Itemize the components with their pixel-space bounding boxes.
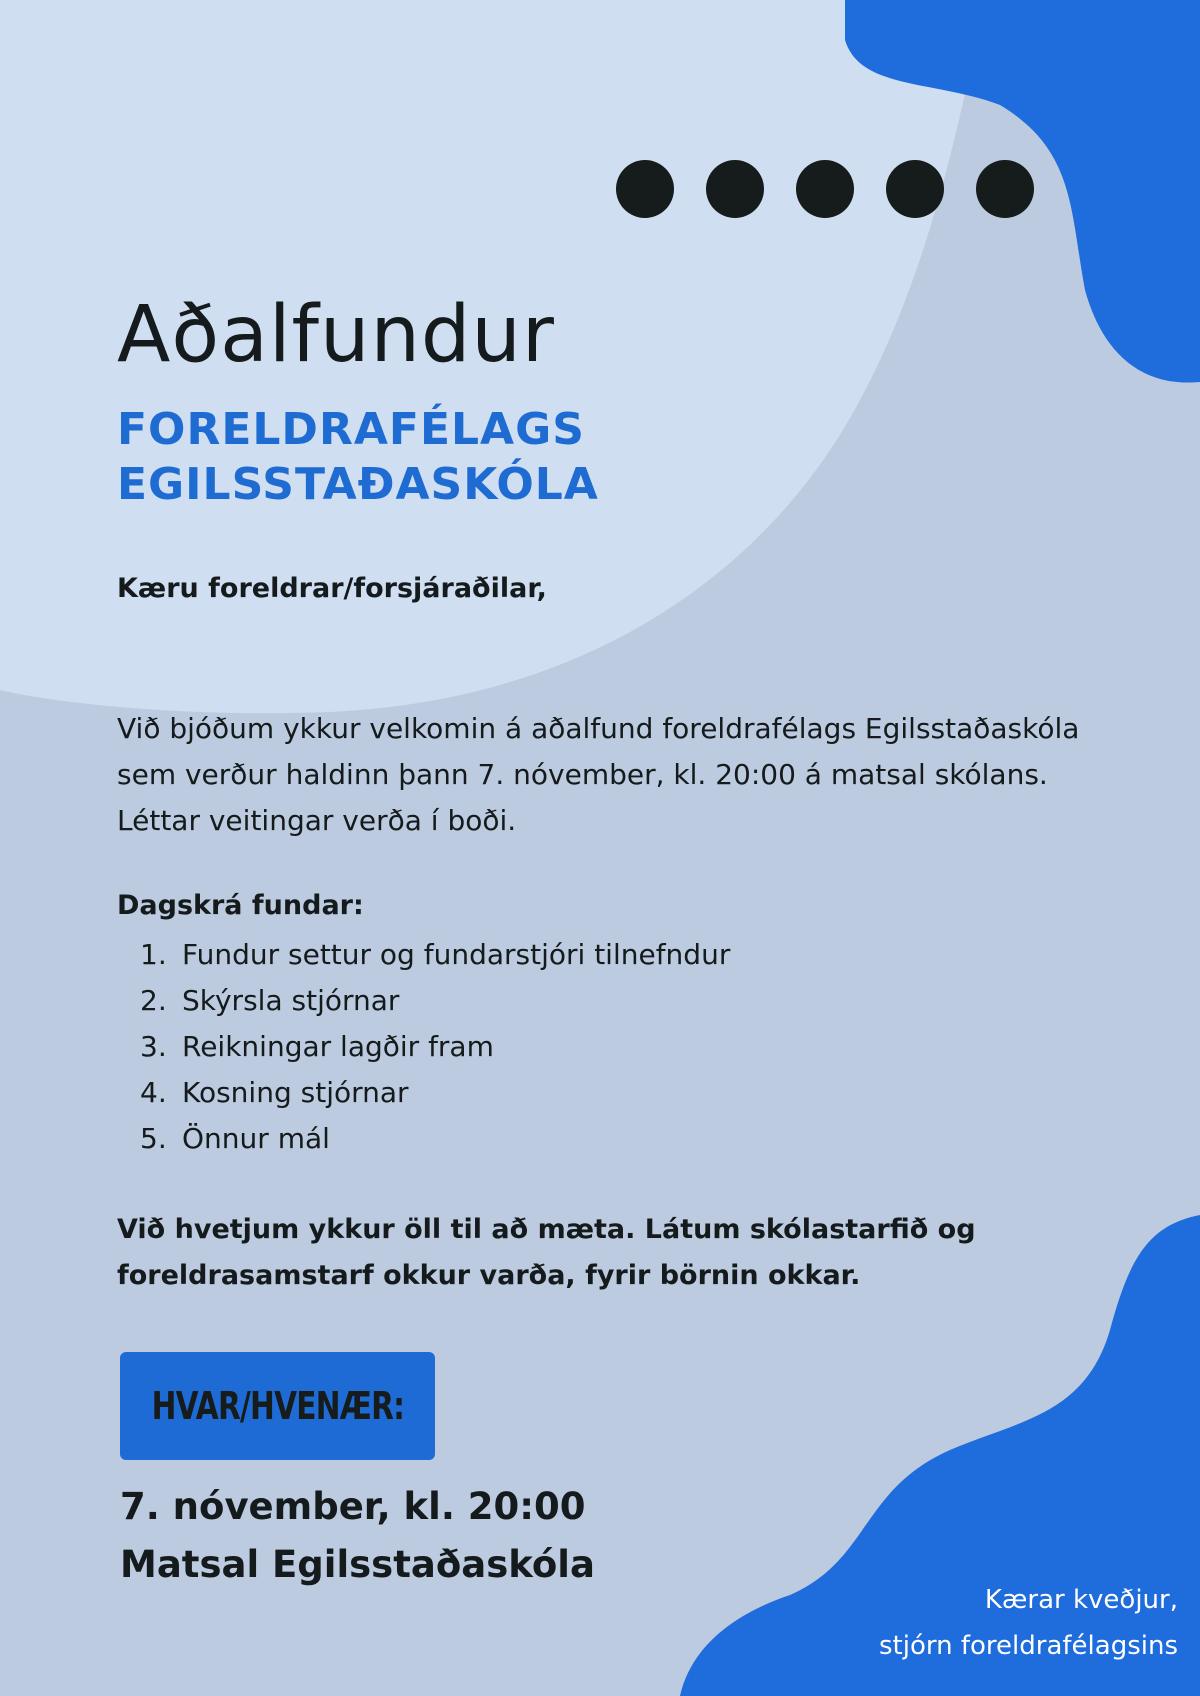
agenda-item	[140, 932, 730, 978]
when-where-label: HVAR/HVENÆR:	[151, 1384, 404, 1428]
agenda-item-text: Skýrsla stjórnar	[182, 984, 400, 1017]
dot-icon	[616, 160, 674, 218]
subtitle-line-2: EGILSSTAÐASKÓLA	[117, 459, 599, 510]
agenda-item-text: Kosning stjórnar	[182, 1076, 409, 1109]
when-where-badge	[120, 1352, 435, 1460]
subtitle-line-1: FORELDRAFÉLAGS	[117, 404, 585, 455]
agenda-item-number: 5.	[140, 1122, 167, 1155]
agenda-item-number: 2.	[140, 984, 167, 1017]
signoff	[879, 1577, 1178, 1669]
closing-paragraph: Við hvetjum ykkur öll til að mæta. Látum skólastarfið og foreldrasamstarf okkur varða, fyrir börnin okkar.	[117, 1214, 976, 1291]
agenda-item	[140, 1070, 730, 1116]
agenda-item-text: Reikningar lagðir fram	[182, 1030, 494, 1063]
agenda-item-text: Önnur mál	[182, 1122, 330, 1155]
dot-icon	[886, 160, 944, 218]
dot-icon	[706, 160, 764, 218]
greeting: Kæru foreldrar/forsjáraðilar,	[117, 573, 547, 604]
event-place: Matsal Egilsstaðaskóla	[120, 1543, 595, 1586]
decorative-dots	[616, 160, 1034, 218]
agenda-item-number: 4.	[140, 1076, 167, 1109]
agenda-item	[140, 1116, 730, 1162]
page-subtitle	[117, 402, 599, 512]
event-date: 7. nóvember, kl. 20:00	[120, 1485, 586, 1528]
dot-icon	[976, 160, 1034, 218]
agenda-heading: Dagskrá fundar:	[117, 890, 364, 921]
agenda-item	[140, 978, 730, 1024]
intro-paragraph: Við bjóðum ykkur velkomin á aðalfund foreldrafélags Egilsstaðaskóla sem verður haldinn þann 7. nóvember, kl. 20:00 á matsal skólans. Léttar veitingar verða í boði.	[117, 712, 1080, 837]
agenda-item-number: 1.	[140, 938, 167, 971]
page-title: Aðalfundur	[117, 290, 555, 380]
signoff-line-2: stjórn foreldrafélagsins	[879, 1631, 1178, 1661]
signoff-line-1: Kærar kveðjur,	[984, 1585, 1178, 1615]
agenda-list	[140, 932, 730, 1162]
dot-icon	[796, 160, 854, 218]
agenda-item-text: Fundur settur og fundarstjóri tilnefndur	[182, 938, 731, 971]
agenda-item	[140, 1024, 730, 1070]
agenda-item-number: 3.	[140, 1030, 167, 1063]
